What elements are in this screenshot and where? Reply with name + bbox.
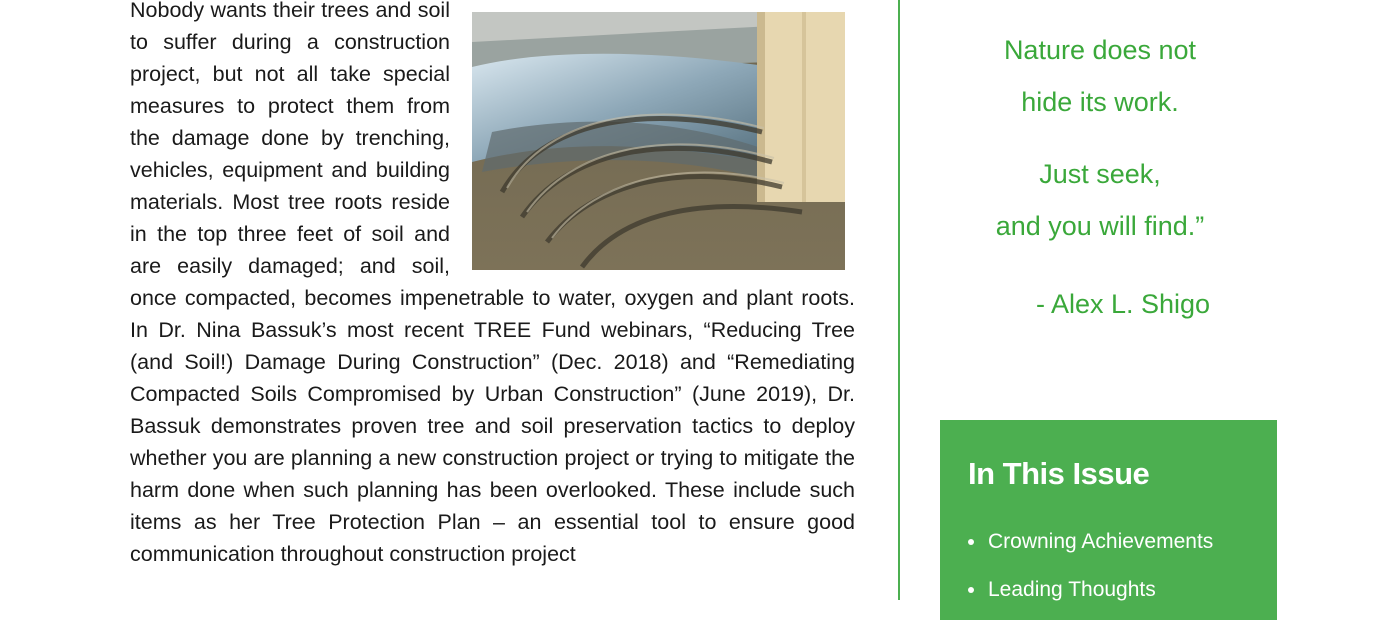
quote-line-3: Just seek,: [1039, 159, 1161, 189]
issue-item-label: Leading Thoughts: [988, 578, 1156, 601]
quote-line-2: hide its work.: [1021, 87, 1179, 117]
issue-item[interactable]: [968, 518, 1213, 566]
article-body: Nobody wants their trees and soil to suffer during a construction project, but not all take special measures to protect them from the damage done by trenching, vehicles, equipment and building materials. Most tree roots reside in the top three feet of soil and are easily damaged; and soil, once compacted, becomes impenetrable to water, oxygen and plant roots. In Dr. Nina Bassuk’s most recent TREE Fund webinars, “Reducing Tree (and Soil!) Damage During Construction” (Dec. 2018) and “Remediating Compacted Soils Compromised by Urban Construction” (June 2019), Dr. Bassuk demonstrates proven tree and soil preservation tactics to deploy whether you are planning a new construction project or trying to mitigate the harm done when such planning has been overlooked. These include such items as her Tree Protection Plan – an essential tool to ensure good communication throughout construction project: [130, 0, 855, 566]
issue-item-label: Crowning Achievements: [988, 530, 1214, 553]
quote-line-4: and you will find.”: [995, 211, 1205, 241]
article-column: [130, 0, 855, 570]
bullet-icon: [968, 587, 974, 593]
issue-box-title: In This Issue: [968, 456, 1150, 491]
quote-gap: [900, 128, 1300, 148]
in-this-issue-box: [940, 420, 1277, 620]
bullet-icon: [968, 539, 974, 545]
construction-site-photo: [472, 12, 845, 270]
quote-attribution: - Alex L. Shigo: [1035, 289, 1211, 319]
quote-line-1: Nature does not: [1003, 35, 1197, 65]
issue-item[interactable]: [968, 566, 1213, 614]
pull-quote: [900, 24, 1300, 330]
